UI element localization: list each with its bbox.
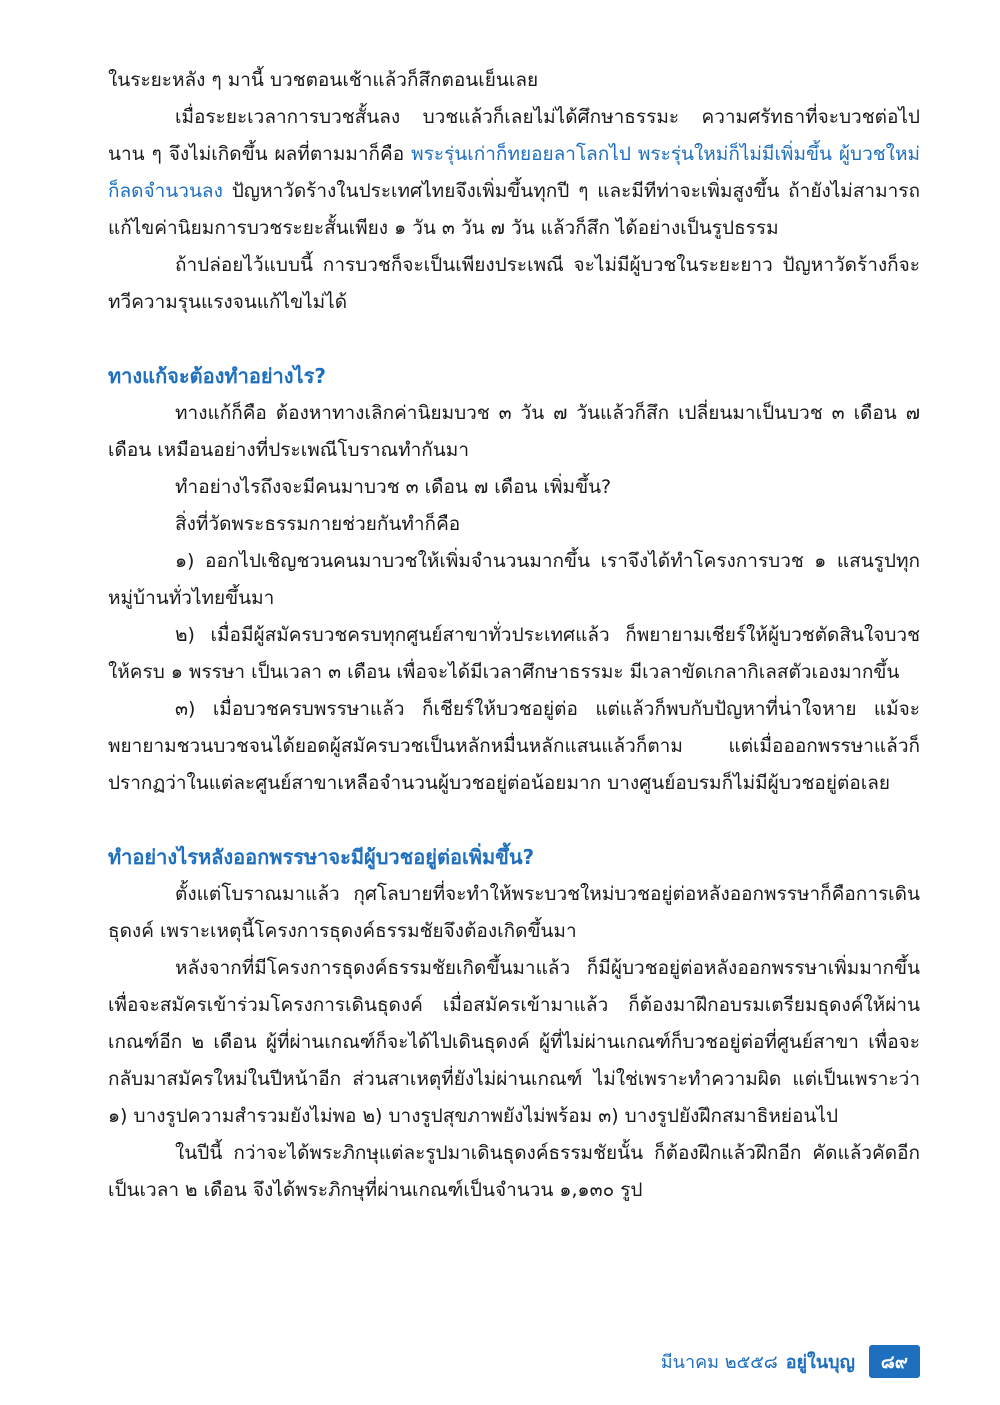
paragraph-12: ในปีนี้ กว่าจะได้พระภิกษุแต่ละรูปมาเดินธุดงค์ธรรมชัยนั้น ก็ต้องฝึกแล้วฝึกอีก คัดแล้วคัดอีกเป็นเวลา ๒ เดือน จึงได้พระภิกษุที่ผ่านเกณฑ์เป็นจำนวน ๑,๑๓๐ รูป	[108, 1142, 920, 1201]
paragraph-10: ตั้งแต่โบราณมาแล้ว กุศโลบายที่จะทำให้พระบวชใหม่บวชอยู่ต่อหลังออกพรรษาก็คือการเดินธุดงค์ เพราะเหตุนี้โครงการธุดงค์ธรรมชัยจึงต้องเกิดขึ้นมา	[108, 883, 920, 942]
section-gap	[108, 802, 920, 839]
page-number-badge: ๘๙	[869, 1345, 920, 1378]
paragraph-2-text-b: ปัญหาวัดร้างในประเทศไทยจึงเพิ่มขึ้นทุกปี ๆ และมีทีท่าจะเพิ่มสูงขึ้น ถ้ายังไม่สามารถแก้ไขค่านิยมการบวชระยะสั้นเพียง ๑ วัน ๓ วัน ๗ วัน แล้วก็สึก ได้อย่างเป็นรูปธรรม	[108, 180, 920, 239]
paragraph-1: ในระยะหลัง ๆ มานี้ บวชตอนเช้าแล้วก็สึกตอนเย็นเลย	[108, 69, 539, 91]
section-heading-2: ทำอย่างไรหลังออกพรรษาจะมีผู้บวชอยู่ต่อเพิ่มขึ้น?	[108, 845, 535, 869]
footer-issue-date: มีนาคม ๒๕๕๘	[660, 1352, 778, 1373]
paragraph-2-text-a: เมื่อระยะเวลาการบวชสั้นลง บวชแล้วก็เลยไม่ได้ศึกษาธรรมะ ความศรัทธาที่จะบวชต่อไปนาน ๆ จึงไม่เกิดขึ้น ผลที่ตามมาก็คือ	[108, 106, 920, 165]
section-gap	[108, 321, 920, 358]
article-body	[108, 62, 920, 1209]
paragraph-7: ๑) ออกไปเชิญชวนคนมาบวชให้เพิ่มจำนวนมากขึ้น เราจึงได้ทำโครงการบวช ๑ แสนรูปทุกหมู่บ้านทั่วไทยขึ้นมา	[108, 550, 920, 609]
paragraph-2-highlight: พระรุ่นเก่าก็ทยอยลาโลกไป พระรุ่นใหม่ก็ไม่มีเพิ่มขึ้น ผู้บวชใหม่ก็ลดจำนวนลง	[108, 143, 920, 202]
footer-magazine-name: อยู่ในบุญ	[785, 1352, 855, 1373]
paragraph-4: ทางแก้ก็คือ ต้องหาทางเลิกค่านิยมบวช ๓ วัน ๗ วันแล้วก็สึก เปลี่ยนมาเป็นบวช ๓ เดือน ๗ เดือน เหมือนอย่างที่ประเพณีโบราณทำกันมา	[108, 402, 920, 461]
paragraph-9: ๓) เมื่อบวชครบพรรษาแล้ว ก็เชียร์ให้บวชอยู่ต่อ แต่แล้วก็พบกับปัญหาที่น่าใจหาย แม้จะพยายามชวนบวชจนได้ยอดผู้สมัครบวชเป็นหลักหมื่นหลักแสนแล้วก็ตาม แต่เมื่อออกพรรษาแล้วก็ปรากฏว่าในแต่ละศูนย์สาขาเหลือจำนวนผู้บวชอยู่ต่อน้อยมาก บางศูนย์อบรมก็ไม่มีผู้บวชอยู่ต่อเลย	[108, 698, 920, 794]
paragraph-2	[108, 99, 920, 247]
paragraph-6: สิ่งที่วัดพระธรรมกายช่วยกันทำก็คือ	[175, 513, 461, 535]
section-heading-1: ทางแก้จะต้องทำอย่างไร?	[108, 364, 326, 388]
paragraph-3: ถ้าปล่อยไว้แบบนี้ การบวชก็จะเป็นเพียงประเพณี จะไม่มีผู้บวชในระยะยาว ปัญหาวัดร้างก็จะทวีความรุนแรงจนแก้ไขไม่ได้	[108, 254, 920, 313]
page-footer	[661, 1345, 920, 1378]
paragraph-11: หลังจากที่มีโครงการธุดงค์ธรรมชัยเกิดขึ้นมาแล้ว ก็มีผู้บวชอยู่ต่อหลังออกพรรษาเพิ่มมากขึ้น เพื่อจะสมัครเข้าร่วมโครงการเดินธุดงค์ เมื่อสมัครเข้ามาแล้ว ก็ต้องมาฝึกอบรมเตรียมธุดงค์ให้ผ่านเกณฑ์อีก ๒ เดือน ผู้ที่ผ่านเกณฑ์ก็จะได้ไปเดินธุดงค์ ผู้ที่ไม่ผ่านเกณฑ์ก็บวชอยู่ต่อที่ศูนย์สาขา เพื่อจะกลับมาสมัครใหม่ในปีหน้าอีก ส่วนสาเหตุที่ยังไม่ผ่านเกณฑ์ ไม่ใช่เพราะทำความผิด แต่เป็นเพราะว่า ๑) บางรูปความสำรวมยังไม่พอ ๒) บางรูปสุขภาพยังไม่พร้อม ๓) บางรูปยังฝึกสมาธิหย่อนไป	[108, 957, 920, 1127]
paragraph-5: ทำอย่างไรถึงจะมีคนมาบวช ๓ เดือน ๗ เดือน เพิ่มขึ้น?	[175, 476, 612, 498]
paragraph-8: ๒) เมื่อมีผู้สมัครบวชครบทุกศูนย์สาขาทั่วประเทศแล้ว ก็พยายามเชียร์ให้ผู้บวชตัดสินใจบวชให้ครบ ๑ พรรษา เป็นเวลา ๓ เดือน เพื่อจะได้มีเวลาศึกษาธรรมะ มีเวลาขัดเกลากิเลสตัวเองมากขึ้น	[108, 624, 920, 683]
